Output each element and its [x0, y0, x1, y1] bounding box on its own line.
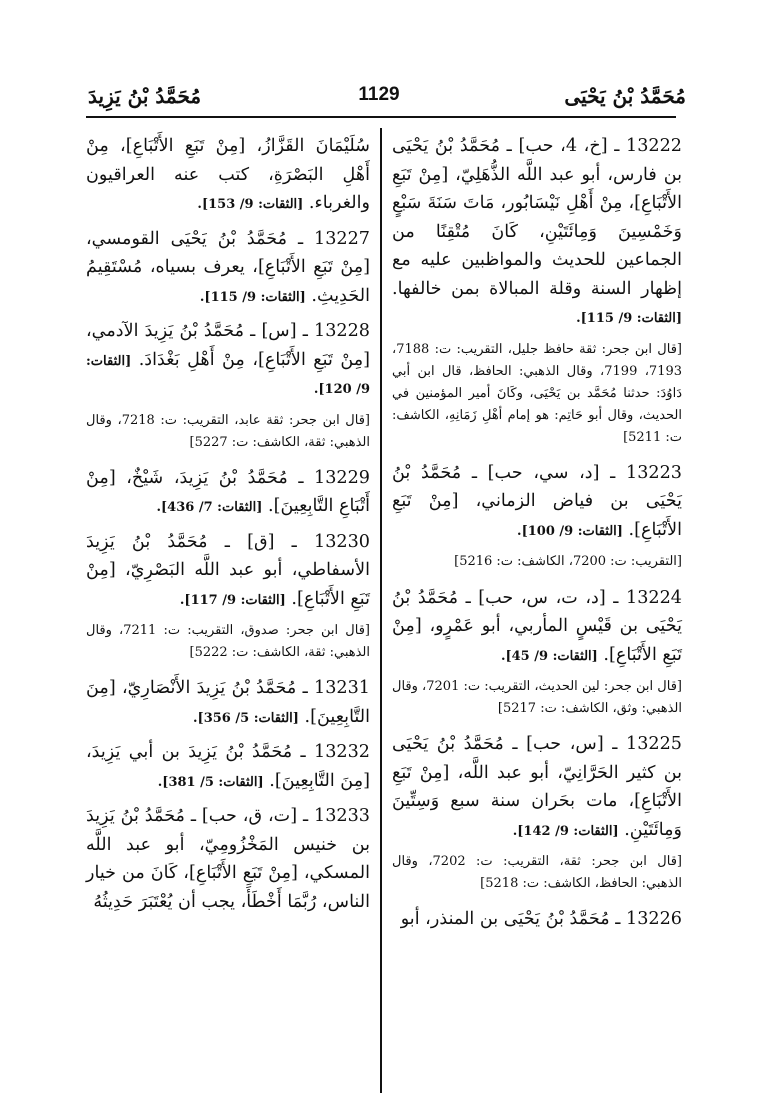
entry-text: 13231 ـ مُحَمَّدُ بْنُ يَزِيدَ الأَنْصَارِيّ، [مِنَ التَّابِعِينَ]. [86, 678, 370, 727]
footnote: [قال ابن جحر: لين الحديث، التقريب: ت: 7201، وقال الذهبي: وثق، الكاشف: ت: 5217] [392, 679, 682, 717]
entry [392, 132, 682, 332]
entry-text: 13229 ـ مُحَمَّدُ بْنُ يَزِيدَ، شَيْخٌ، [مِنْ أَتْبَاعِ التَّابِعِينَ]. [86, 467, 370, 517]
entry-text: 13226 ـ مُحَمَّدُ بْنُ يَحْيَى بن المنذر، أبو [400, 909, 682, 930]
entry-text: 13228 ـ [س] ـ مُحَمَّدُ بْنُ يَزِيدَ الآدمي، [مِنْ تَبَعِ الأَتْبَاعِ]، مِنْ أَهْلِ بَغْدَادَ. [86, 321, 371, 370]
page-number: 1129 [358, 84, 400, 105]
entry [86, 738, 370, 795]
entry-reference: [الثقات: 9/ 115]. [199, 289, 306, 305]
entry-text: 13230 ـ [ق] ـ مُحَمَّدُ بْنُ يَزِيدَ الأسفاطي، أبو عبد اللَّه البَصْرِيّ، [مِنْ تَبَعِ الأَتْبَاعِ]. [86, 531, 370, 609]
entry-reference: [الثقات: 9/ 117]. [179, 592, 286, 608]
running-header-left: مُحَمَّدُ بْنُ يَزِيدَ [88, 84, 202, 108]
entry [86, 317, 370, 403]
column-divider [380, 128, 382, 1093]
entry-text: 13223 ـ [د، سي، حب] ـ مُحَمَّدُ بْنُ يَحْيَى بن فياض الزماني، [مِنْ تَبَعِ الأَتْبَاعِ]. [392, 462, 682, 540]
entry [86, 132, 370, 218]
footnote: [قال ابن جحر: ثقة حافظ جليل، التقريب: ت: 7188، 7193، 7199، وقال الذهبي: الحافظ، قال ابن أبي دَاوُدَ: حدثنا مُحَمَّد بن يَحْيَى، وكَانَ أمير المؤمنين في الحديث، وقال أبو حَاتِم: هو إمام أهْلِ زَمَانِهِ، الكاشف: ت: 5211] [392, 341, 683, 445]
entry-text: 13222 ـ [خ، 4، حب] ـ مُحَمَّدُ بْنُ يَحْيَى بن فارس، أبو عبد اللَّه الذُّهَلِيّ، [مِنْ تَبَعِ الأَتْبَاعِ]، مِنْ أَهْلِ نَيْسَابُور، مَاتَ سَنَةَ سَبْعٍ وَخَمْسِينَ وَمِائَتَيْنِ، كَانَ مُتْقِنًا من الجماعين للحديث والمواظبين عليه مع إظهار السنة وقلة المبالاة بمن خالفها. [392, 136, 682, 299]
entry [392, 584, 682, 670]
entry [392, 459, 682, 545]
entry [86, 802, 370, 916]
entry-text: 13232 ـ مُحَمَّدُ بْنُ يَزِيدَ بن أبي يَزِيدَ، [مِنَ التَّابِعِينَ]. [86, 742, 370, 791]
entry-text: 13225 ـ [س، حب] ـ مُحَمَّدُ بْنُ يَحْيَى بن كثير الحَرَّانِيّ، أبو عبد اللَّه، [مِنْ تَبَعِ الأَتْبَاعِ]، مات بحَران سنة سبع وَسِتِّينَ وَمِائَتَيْنِ. [392, 734, 682, 840]
footnote: [قال ابن جحر: ثقة عابد، التقريب: ت: 7218، وقال الذهبي: ثقة، الكاشف: ت: 5227] [86, 412, 370, 450]
entry [86, 674, 370, 731]
entry-text: 13224 ـ [د، ت، س، حب] ـ مُحَمَّدُ بْنُ يَحْيَى بن قَيْسٍ المأربي، أبو عَمْرٍو، [مِنْ تَبَعِ الأَتْبَاعِ]. [392, 587, 682, 665]
running-header-right: مُحَمَّدُ بْنُ يَحْيَى [564, 84, 686, 108]
entry-reference: [الثقات: 9/ 45]. [500, 648, 598, 664]
entry-text: 13227 ـ مُحَمَّدُ بْنُ يَحْيَى القومسي، [مِنْ تَبَعِ الأَتْبَاعِ]، يعرف بسياه، مُسْتَقِيمُ الحَدِيثِ. [86, 228, 370, 306]
entry-reference: [الثقات: 9/ 142]. [512, 823, 619, 839]
entry-text: 13233 ـ [ت، ق، حب] ـ مُحَمَّدُ بْنُ يَزِيدَ بن خنيس المَخْزُومِيّ، أبو عبد اللَّه المسكي، [مِنْ تَبَعِ الأَتْبَاعِ]، كَانَ من خيار الناس، رُبَّمَا أَخْطَأَ، يجب أن يُعْتَبَرَ حَدِيثُهُ [86, 806, 370, 912]
entry [86, 464, 370, 521]
left-column [86, 132, 370, 923]
footnote: [قال ابن جحر: ثقة، التقريب: ت: 7202، وقال الذهبي: الحافظ، الكاشف: ت: 5218] [392, 854, 682, 892]
footnote: [قال ابن جحر: صدوق، التقريب: ت: 7211، وقال الذهبي: ثقة، الكاشف: ت: 5222] [86, 623, 370, 661]
entry-reference: [الثقات: 7/ 436]. [156, 500, 263, 516]
entry-reference: [الثقات: 9/ 120]. [86, 353, 370, 397]
entry-reference: [الثقات: 9/ 100]. [517, 523, 623, 539]
entry [86, 528, 370, 614]
entry-reference: [الثقات: 5/ 381]. [157, 774, 264, 790]
entry [392, 730, 682, 844]
entry [86, 225, 370, 311]
entry-reference: [الثقات: 9/ 153]. [197, 197, 304, 212]
header-rule [86, 116, 676, 118]
right-column [392, 132, 682, 941]
entry [392, 905, 682, 934]
footnote: [التقريب: ت: 7200، الكاشف: ت: 5216] [454, 554, 682, 570]
entry-text: سُلَيْمَانَ القَزَّازُ، [مِنْ تَبَعِ الأَتْبَاعِ]، مِنْ أَهْلِ البَصْرَةِ، كتب عنه العراقيون والغرباء. [86, 136, 370, 213]
entry-reference: [الثقات: 5/ 356]. [193, 710, 299, 726]
entry-reference: [الثقات: 9/ 115]. [576, 311, 682, 326]
